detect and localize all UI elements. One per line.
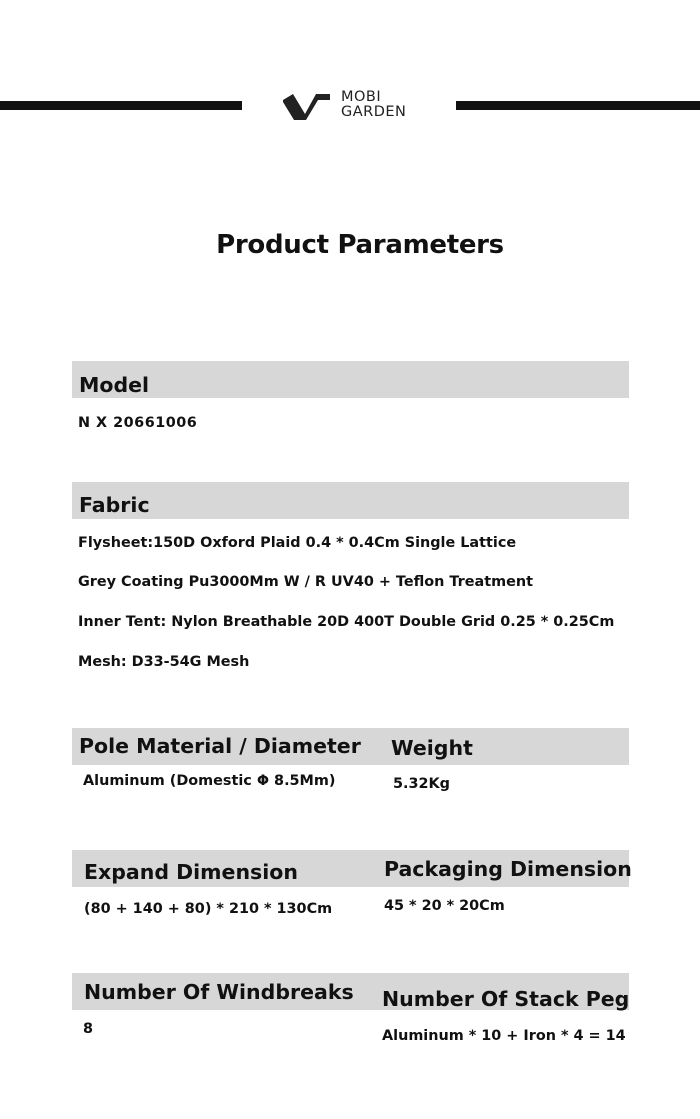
stack-peg-heading: Number Of Stack Peg bbox=[382, 987, 630, 1011]
model-value: N X 20661006 bbox=[78, 415, 198, 431]
brand-logo bbox=[283, 88, 406, 122]
stack-peg-value: Aluminum * 10 + Iron * 4 = 14 bbox=[382, 1028, 626, 1044]
model-heading: Model bbox=[79, 373, 150, 397]
header-rule-right bbox=[456, 101, 700, 110]
windbreaks-value: 8 bbox=[83, 1021, 94, 1037]
brand-name bbox=[341, 90, 406, 120]
packaging-heading: Packaging Dimension bbox=[384, 857, 632, 881]
packaging-value: 45 * 20 * 20Cm bbox=[384, 898, 505, 914]
pole-heading: Pole Material / Diameter bbox=[79, 734, 361, 758]
page-title: Product Parameters bbox=[216, 230, 504, 260]
model-heading-bar bbox=[72, 361, 629, 398]
header-rule-left bbox=[0, 101, 242, 110]
brand-name-line1: MOBI bbox=[341, 89, 382, 105]
expand-value: (80 + 140 + 80) * 210 * 130Cm bbox=[84, 901, 333, 917]
pole-value: Aluminum (Domestic Φ 8.5Mm) bbox=[83, 773, 336, 789]
fabric-line: Inner Tent: Nylon Breathable 20D 400T Double Grid 0.25 * 0.25Cm bbox=[78, 614, 615, 630]
fabric-line: Flysheet:150D Oxford Plaid 0.4 * 0.4Cm Single Lattice bbox=[78, 535, 517, 551]
fabric-heading: Fabric bbox=[79, 493, 150, 517]
fabric-line: Mesh: D33-54G Mesh bbox=[78, 654, 250, 670]
fabric-heading-bar bbox=[72, 482, 629, 519]
weight-heading: Weight bbox=[391, 736, 473, 760]
brand-name-line2: GARDEN bbox=[341, 104, 407, 120]
fabric-line: Grey Coating Pu3000Mm W / R UV40 + Teflon Treatment bbox=[78, 574, 533, 590]
windbreaks-heading: Number Of Windbreaks bbox=[84, 980, 354, 1004]
expand-heading: Expand Dimension bbox=[84, 860, 298, 884]
mobi-garden-logo-icon bbox=[283, 90, 333, 120]
weight-value: 5.32Kg bbox=[393, 776, 450, 792]
